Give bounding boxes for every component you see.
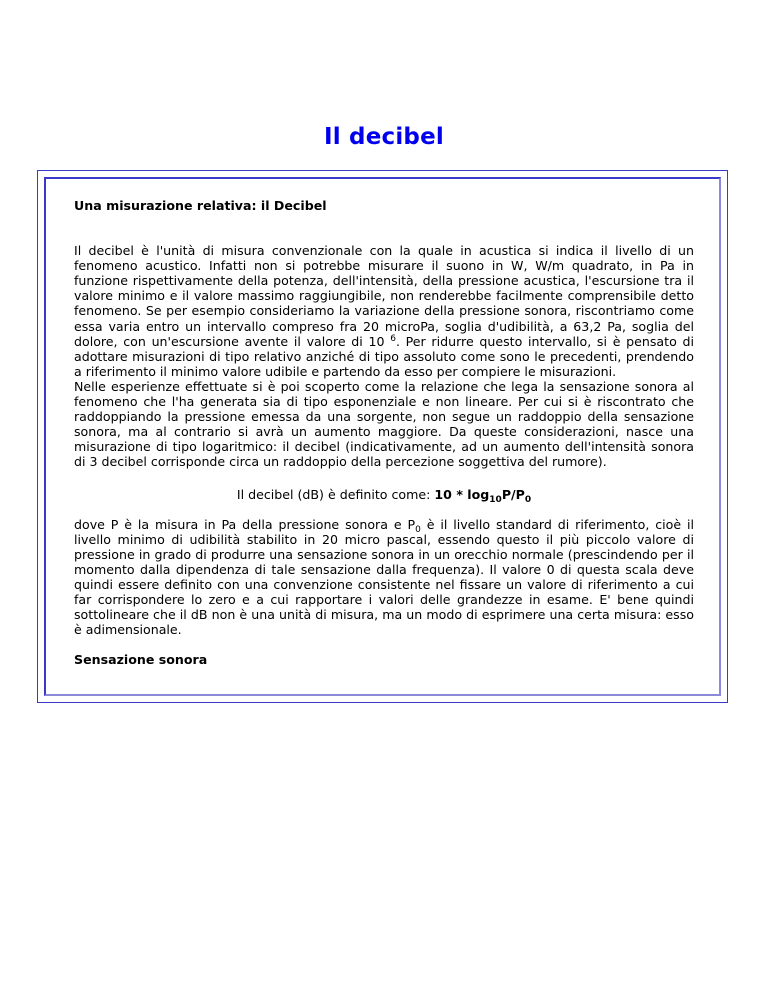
formula-part: 10 * log bbox=[434, 486, 490, 502]
paragraph-reference-level bbox=[74, 517, 694, 638]
subscript: 0 bbox=[415, 524, 421, 535]
decibel-formula bbox=[434, 486, 532, 505]
paragraph-decibel-definition bbox=[74, 243, 694, 379]
paragraph-text: dove P è la misura in Pa della pressione sonora e P bbox=[74, 516, 416, 532]
page-title: Il decibel bbox=[324, 124, 444, 150]
paragraph-text: . Per ridurre questo intervallo, si è pensato di adottare misurazioni di tipo relativo anziché di tipo assoluto come sono le precedenti, prendendo a riferimento il minimo valore udibile e partendo da esso per compiere le misurazioni. bbox=[74, 333, 694, 379]
formula-subscript: 10 bbox=[489, 494, 502, 505]
paragraph-logarithmic-measurement: Nelle esperienze effettuate si è poi scoperto come la relazione che lega la sensazione sonora al fenomeno che l'ha generata sia di tipo esponenziale e non lineare. Per cui si è riscontrato che raddoppiando la pressione emessa da una sorgente, non segue un raddoppio della sensazione sonora, ma al contrario si avrà un aumento maggiore. Da queste considerazioni, nasce una misurazione di tipo logaritmico: il decibel (indicativamente, ad un aumento dell'intensità sonora di 3 decibel corrisponde circa un raddoppio della percezione soggettiva del rumore). bbox=[74, 378, 694, 470]
content-area bbox=[74, 198, 694, 667]
paragraph-text: Il decibel è l'unità di misura convenzionale con la quale in acustica si indica il livello di un fenomeno acustico. Infatti non si potrebbe misurare il suono in W, W/m quadrato, in Pa in funzione rispettivamente della potenza, dell'intensità, della pressione acustica, l'escursione tra il valore minimo e il valore massimo raggiungibile, non renderebbe facilmente comprensibile detto fenomeno. Se per esempio consideriamo la variazione della pressione sonora, riscontriamo come essa varia entro un intervallo compreso fra 20 microPa, soglia d'udibilità, a 63,2 Pa, soglia del dolore, con un'escursione avente il valore di 10 bbox=[74, 243, 694, 349]
paragraph-text: è il livello standard di riferimento, cioè il livello minimo di udibilità stabilito in 20 micro pascal, essendo questo il più piccolo valore di pressione in grado di produrre una sensazione sonora in un orecchio normale (prescindendo per il momento dalla dipendenza di tale sensazione dalla frequenza). Il valore 0 di questa scala deve quindi essere definito con una convenzione consistente nel fissare un valore di riferimento a cui far corrispondere lo zero e a cui rapportare i valori delle grandezze in esame. E' bene quindi sottolineare che il dB non è una unità di misura, ma un modo di esprimere una certa misura: esso è adimensionale. bbox=[74, 516, 694, 638]
section-heading-sound-sensation: Sensazione sonora bbox=[74, 652, 208, 668]
formula-intro: Il decibel (dB) è definito come: bbox=[236, 486, 435, 502]
section-heading-relative-measurement: Una misurazione relativa: il Decibel bbox=[74, 198, 327, 213]
formula-subscript: 0 bbox=[524, 494, 532, 505]
formula-part: P/P bbox=[501, 486, 525, 502]
formula-line bbox=[74, 486, 694, 505]
exponent: 6 bbox=[390, 333, 396, 344]
